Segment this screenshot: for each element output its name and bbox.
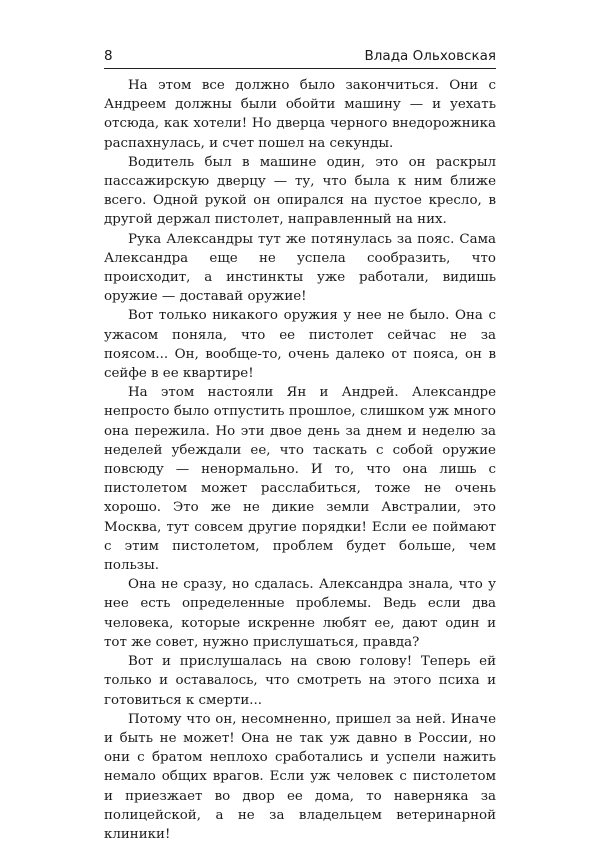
- paragraph: Она не сразу, но сдалась. Александра знала, что у нее есть определенные проблемы. Ведь если два человека, которые искренне любят ее, дают один и тот же совет, нужно прислушаться, правда?: [104, 577, 496, 650]
- paragraph: Рука Александры тут же потянулась за пояс. Сама Александра еще не успела сообразить, что происходит, а инстинкты уже работали, видишь оружие — доставай оружие!: [104, 231, 496, 305]
- paragraph: Вот только никакого оружия у нее не было. Она с ужасом поняла, что ее пистолет сейчас не за поясом... Он, вообще-то, очень далеко от пояса, он в сейфе в ее квартире!: [104, 308, 496, 382]
- paragraph: На этом настояли Ян и Андрей. Александре непросто было отпустить прошлое, слишком уж много она пережила. Но эти двое день за днем и неделю за неделей убеждали ее, что таскать с собой оружие повсюду — ненормально. И то, что она лишь с пистолетом может расслабиться, тоже не очень хорошо. Это же не дикие земли Австралии, это Москва, тут совсем другие порядки! Если ее поймают с этим пистолетом, проблем будет больше, чем пользы.: [104, 385, 496, 574]
- paragraph: Потому что он, несомненно, пришел за ней. Иначе и быть не может! Она не так уж давно в России, но они с братом неплохо сработались и успели нажить немало общих врагов. Если уж человек с пистолетом и приезжает во двор ее дома, то наверняка за полицейской, а не за владельцем ветеринарной клиники!: [104, 711, 496, 842]
- paragraph: Вот и прислушалась на свою голову! Теперь ей только и оставалось, что смотреть на этого психа и готовиться к смерти...: [104, 654, 496, 708]
- header-rule: [104, 68, 496, 69]
- paragraph: Водитель был в машине один, это он раскрыл пассажирскую дверцу — ту, что была к ним ближе всего. Одной рукой он опирался на пустое кресло, в другой держал пистолет, направленный на них.: [104, 154, 496, 228]
- page-number: 8: [104, 48, 113, 64]
- page-header: [104, 42, 496, 64]
- body-text: [104, 76, 496, 844]
- running-head-author: Влада Ольховская: [364, 48, 496, 64]
- paragraph: На этом все должно было закончиться. Они с Андреем должны были обойти машину — и уехать отсюда, как хотели! Но дверца черного внедорожника распахнулась, и счет пошел на секунды.: [104, 78, 496, 151]
